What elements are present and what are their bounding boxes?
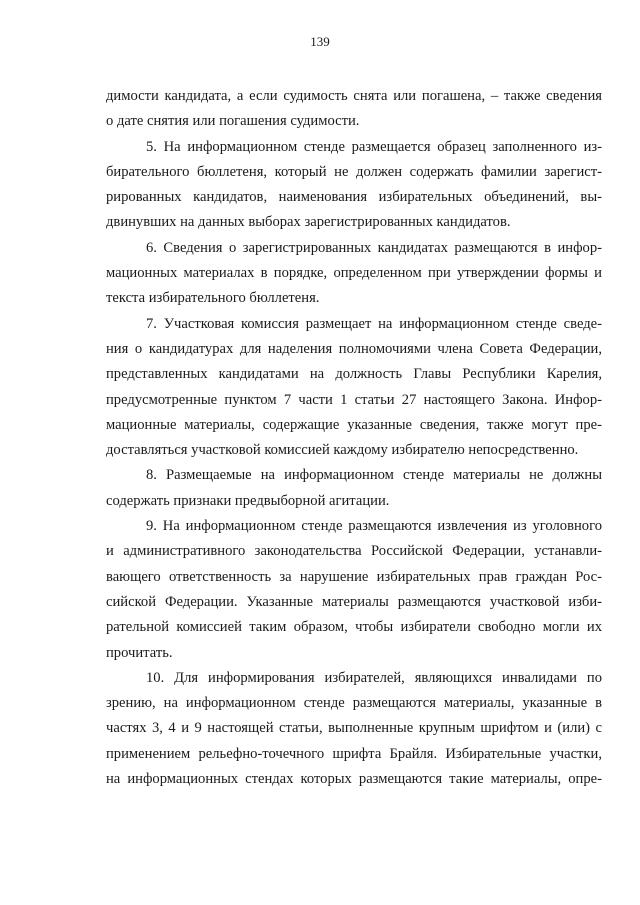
text-line: мационные материалы, содержащие указанные сведения, также могут пре- — [106, 416, 602, 433]
text-line: мационных материалах в порядке, определенном при утверждении формы и — [106, 265, 602, 282]
text-line: доставляться участковой комиссией каждому избирателю непосредственно. — [106, 442, 579, 459]
text-line: рированных кандидатов, наименования избирательных объединений, вы- — [106, 189, 602, 206]
text-line: частях 3, 4 и 9 настоящей статьи, выполненные крупным шрифтом и (или) с — [106, 720, 602, 737]
text-line: сийской Федерации. Указанные материалы размещаются участковой изби- — [106, 593, 602, 610]
text-line: текста избирательного бюллетеня. — [106, 290, 320, 307]
text-line: 7. Участковая комиссия размещает на информационном стенде сведе- — [146, 315, 602, 332]
text-line: двинувших на данных выборах зарегистрированных кандидатов. — [106, 214, 511, 231]
text-line: о дате снятия или погашения судимости. — [106, 113, 360, 130]
text-line: вающего ответственность за нарушение избирательных прав граждан Рос- — [106, 568, 602, 585]
text-line: 9. На информационном стенде размещаются извлечения из уголовного — [146, 518, 602, 535]
text-line: применением рельефно-точечного шрифта Брайля. Избирательные участки, — [106, 745, 602, 762]
text-line: димости кандидата, а если судимость снята или погашена, – также сведения — [106, 88, 602, 104]
text-line: прочитать. — [106, 644, 173, 661]
text-line: на информационных стендах которых размещаются такие материалы, опре- — [106, 771, 602, 788]
text-line: рательной комиссией таким образом, чтобы избиратели свободно могли их — [106, 619, 602, 636]
text-line: предусмотренные пунктом 7 части 1 статьи 27 настоящего Закона. Инфор- — [106, 391, 602, 408]
text-line: бирательного бюллетеня, который не должен содержать фамилии зарегист- — [106, 163, 602, 180]
page-number: 139 — [310, 34, 330, 49]
text-line: зрению, на информационном стенде размещаются материалы, указанные в — [106, 695, 602, 712]
text-line: 5. На информационном стенде размещается образец заполненного из- — [146, 138, 602, 155]
text-line: 8. Размещаемые на информационном стенде материалы не должны — [146, 467, 602, 484]
text-line: ния о кандидатурах для наделения полномочиями члена Совета Федерации, — [106, 340, 602, 357]
text-line: 6. Сведения о зарегистрированных кандидатах размещаются в инфор- — [146, 239, 602, 256]
text-line: содержать признаки предвыборной агитации. — [106, 492, 390, 509]
text-line: и административного законодательства Российской Федерации, устанавли- — [106, 543, 602, 560]
text-line: представленных кандидатами на должность Главы Республики Карелия, — [106, 366, 602, 383]
document-body — [106, 84, 602, 792]
text-line: 10. Для информирования избирателей, являющихся инвалидами по — [146, 669, 602, 686]
